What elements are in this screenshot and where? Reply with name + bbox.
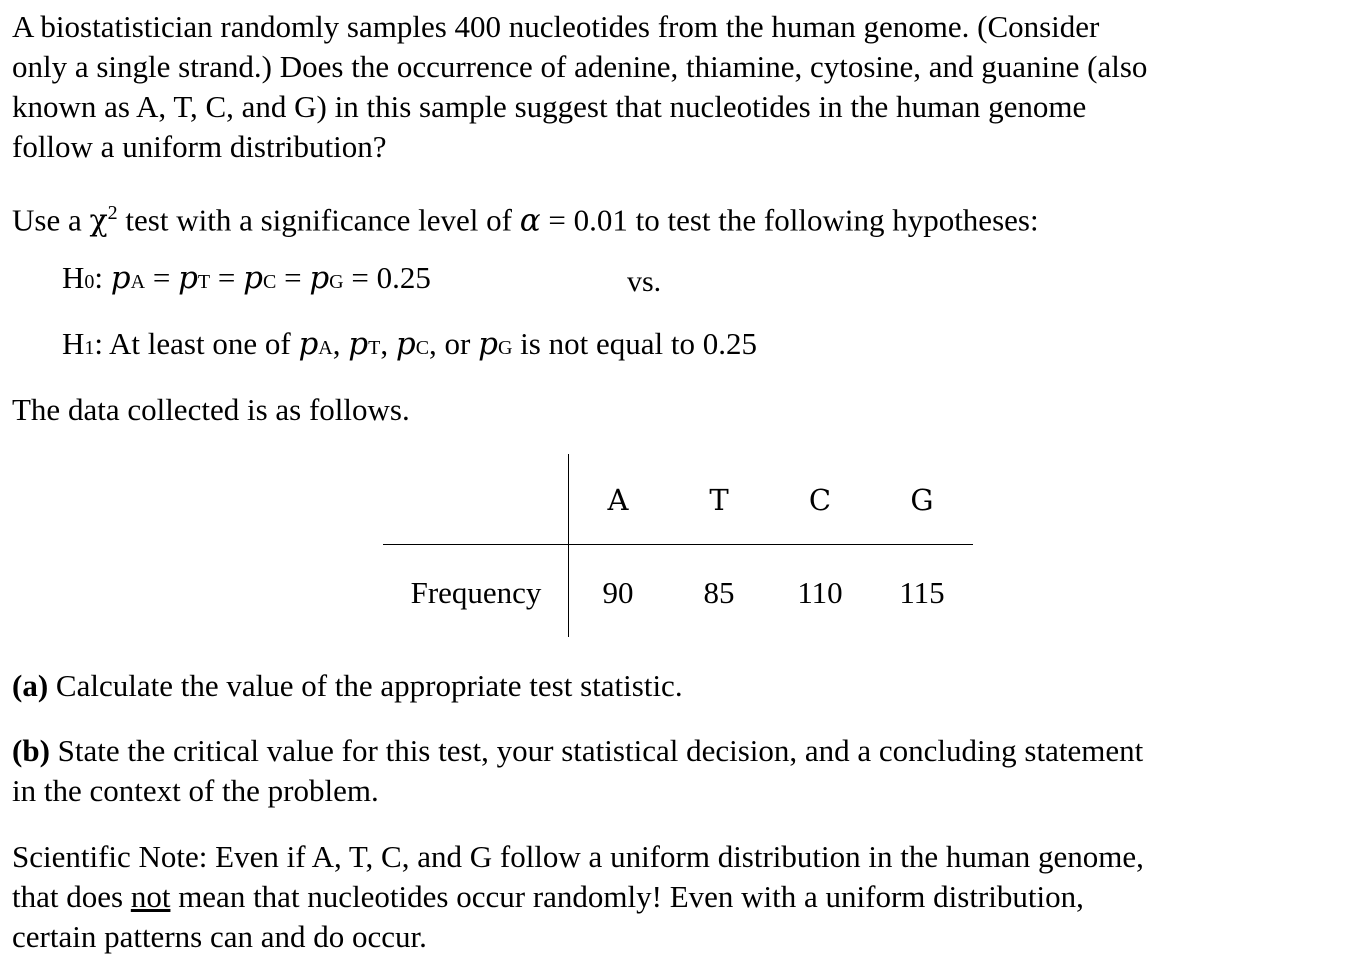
alpha-symbol: α (519, 202, 541, 239)
h1-comma-2: , (380, 326, 396, 361)
h1-text-post: is not equal to 0.25 (512, 326, 757, 361)
note-line-2-post: mean that nucleotides occur randomly! Even with a uniform distribution, (170, 879, 1084, 914)
intro-line-4: follow a uniform distribution? (12, 129, 387, 164)
header-a: A (607, 483, 629, 517)
note-line-2-pre: that does (12, 879, 131, 914)
h0-colon: : (94, 260, 111, 295)
part-b-line-2: in the context of the problem. (12, 773, 379, 808)
h0-sub-a: A (130, 271, 146, 293)
h0-p-c: p (243, 260, 263, 296)
note-line-3: certain patterns can and do occur. (12, 919, 427, 954)
row-label-frequency: Frequency (410, 575, 542, 610)
part-b-label: (b) (12, 733, 50, 768)
table-label-divider (568, 454, 569, 637)
h0-label: H (62, 260, 85, 295)
null-hypothesis (62, 258, 431, 302)
value-c: 110 (797, 575, 843, 610)
h0-p-g: p (309, 260, 330, 296)
part-a-label: (a) (12, 668, 49, 703)
note-line-2 (12, 877, 1084, 917)
intro-line-1: A biostatistician randomly samples 400 nucleotides from the human genome. (Consider (12, 9, 1100, 44)
h1-label-sub: 1 (84, 337, 95, 359)
chi-symbol: χ (89, 203, 108, 239)
table-header-divider (383, 544, 973, 545)
value-g: 115 (899, 575, 945, 610)
h1-sub-g: G (497, 337, 513, 359)
h0-p-a: p (110, 260, 131, 296)
h0-sub-g: G (329, 271, 344, 293)
h1-p-t: p (348, 326, 369, 362)
header-g: G (910, 483, 934, 517)
instruction-mid: test with a significance level of (117, 202, 520, 238)
h1-label: H (62, 326, 85, 361)
h0-sub-t: T (197, 271, 211, 293)
intro-line-3: known as A, T, C, and G) in this sample suggest that nucleotides in the human genome (12, 89, 1087, 124)
data-intro: The data collected is as follows. (12, 392, 410, 427)
h1-p-a: p (298, 326, 319, 362)
h0-eq-1: = (145, 260, 179, 295)
part-b-line-1 (12, 731, 1143, 771)
instruction-post: = 0.01 to test the following hypotheses: (540, 202, 1039, 238)
note-underlined-not: not (130, 879, 171, 914)
part-a-text: Calculate the value of the appropriate test statistic. (48, 668, 683, 703)
h0-value: = 0.25 (343, 260, 431, 295)
test-instruction (12, 193, 1039, 241)
part-a (12, 666, 683, 706)
value-a: 90 (602, 575, 634, 610)
note-line-1: Scientific Note: Even if A, T, C, and G follow a uniform distribution in the human genome, (12, 839, 1144, 874)
h0-sub-c: C (262, 271, 277, 293)
header-t: T (709, 483, 729, 517)
h1-sub-t: T (368, 337, 381, 359)
h1-p-c: p (395, 326, 416, 362)
h1-text-pre: : At least one of (94, 326, 299, 361)
value-t: 85 (703, 575, 735, 610)
h0-p-t: p (178, 260, 198, 296)
part-b-text-1: State the critical value for this test, your statistical decision, and a concluding statement (49, 733, 1144, 768)
chi-superscript: 2 (107, 202, 118, 224)
h0-eq-3: = (276, 260, 310, 295)
h1-sub-a: A (318, 337, 333, 359)
intro-line-2: only a single strand.) Does the occurrence of adenine, thiamine, cytosine, and guanine (also (12, 49, 1148, 84)
header-c: C (808, 483, 832, 517)
instruction-pre: Use a (12, 202, 90, 238)
h1-or: , or (429, 326, 479, 361)
h1-sub-c: C (415, 337, 430, 359)
h0-label-sub: 0 (84, 271, 95, 293)
vs-text: vs. (627, 265, 662, 298)
h0-eq-2: = (210, 260, 244, 295)
h1-comma-1: , (332, 326, 349, 361)
h1-p-g: p (478, 326, 498, 362)
alternative-hypothesis (62, 324, 757, 368)
